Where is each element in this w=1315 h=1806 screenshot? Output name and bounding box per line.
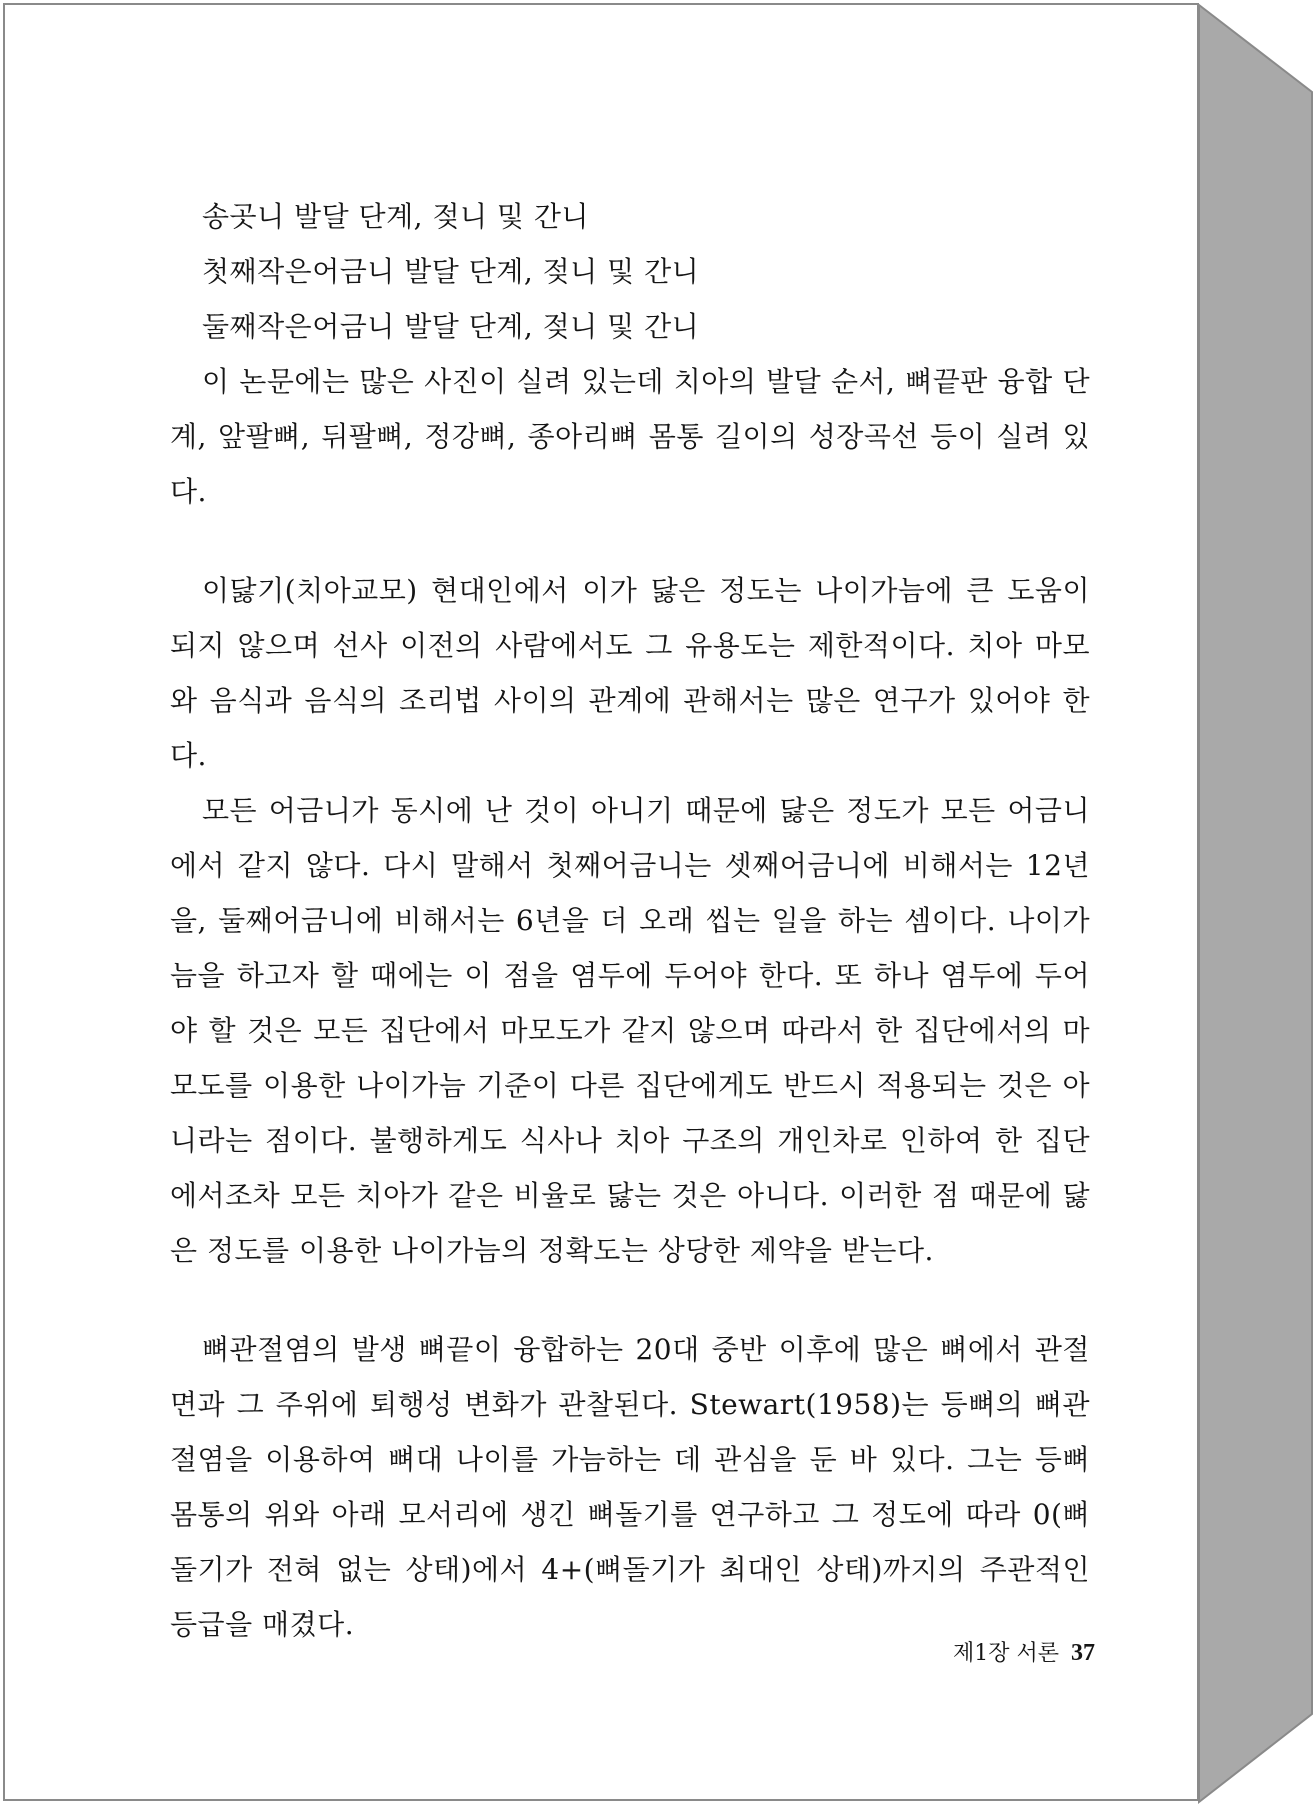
paragraph-tooth-wear: 이닳기(치아교모) 현대인에서 이가 닳은 정도는 나이가늠에 큰 도움이 되지 않으며 선사 이전의 사람에서도 그 유용도는 제한적이다. 치아 마모와 음식과 음식의 조리법 사이의 관계에 관해서는 많은 연구가 있어야 한다. [170,574,1090,772]
page-footer [930,1636,1095,1667]
section-gap [170,519,1090,563]
list-line-first-premolar: 첫째작은어금니 발달 단계, 젖니 및 간니 [202,255,700,288]
paragraph-osteoarthritis: 뼈관절염의 발생 뼈끝이 융합하는 20대 중반 이후에 많은 뼈에서 관절면과 그 주위에 퇴행성 변화가 관찰된다. Stewart(1958)는 등뼈의 뼈관절염을 이용하여 뼈대 나이를 가늠하는 데 관심을 둔 바 있다. 그는 등뼈 몸통의 위와 아래 모서리에 생긴 뼈돌기를 연구하고 그 정도에 따라 0(뼈돌기가 전혀 없는 상태)에서 4+(뼈돌기가 최대인 상태)까지의 주관적인 등급을 매겼다. [170,1333,1090,1641]
section-gap [170,1278,1090,1322]
list-line-canine: 송곳니 발달 단계, 젖니 및 간니 [202,200,589,233]
paragraph-molar-wear: 모든 어금니가 동시에 난 것이 아니기 때문에 닳은 정도가 모든 어금니에서 같지 않다. 다시 말해서 첫째어금니는 셋째어금니에 비해서는 12년을, 둘째어금니에 비해서는 6년을 더 오래 씹는 일을 하는 셈이다. 나이가늠을 하고자 할 때에는 이 점을 염두에 두어야 한다. 또 하나 염두에 두어야 할 것은 모든 집단에서 마모도가 같지 않으며 따라서 한 집단에서의 마모도를 이용한 나이가늠 기준이 다른 집단에게도 반드시 적용되는 것은 아니라는 점이다. 불행하게도 식사나 치아 구조의 개인차로 인하여 한 집단에서조차 모든 치아가 같은 비율로 닳는 것은 아니다. 이러한 점 때문에 닳은 정도를 이용한 나이가늠의 정확도는 상당한 제약을 받는다. [170,794,1090,1267]
page-body [170,189,1090,1652]
paragraph-photo-contents: 이 논문에는 많은 사진이 실려 있는데 치아의 발달 순서, 뼈끝판 융합 단계, 앞팔뼈, 뒤팔뼈, 정강뼈, 종아리뼈 몸통 길이의 성장곡선 등이 실려 있다. [170,365,1090,508]
list-line-second-premolar: 둘째작은어금니 발달 단계, 젖니 및 간니 [202,310,700,343]
page-number: 37 [1071,1640,1095,1666]
chapter-label: 제1장 서론 [953,1641,1059,1666]
